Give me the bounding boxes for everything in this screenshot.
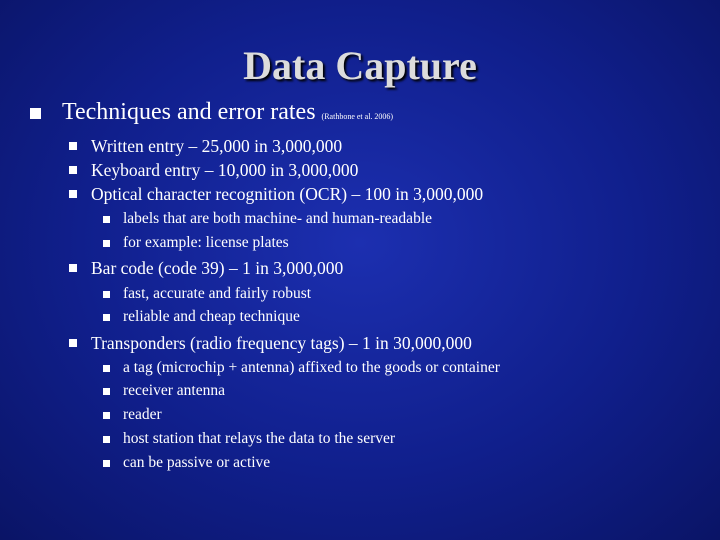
- square-bullet-icon: [30, 108, 41, 119]
- sub-list-item-text: reliable and cheap technique: [123, 308, 300, 325]
- square-bullet-icon: [103, 412, 110, 419]
- square-bullet-icon: [69, 166, 77, 174]
- list-item-text: Optical character recognition (OCR) – 100 in 3,000,000: [91, 184, 484, 204]
- main-bullet-text: Techniques and error rates: [62, 99, 316, 125]
- sub-list-item-text: receiver antenna: [123, 382, 225, 399]
- square-bullet-icon: [103, 365, 110, 372]
- slide-title: Data Capture: [243, 43, 477, 88]
- list-item-text: Written entry – 25,000 in 3,000,000: [91, 136, 343, 156]
- sub-list-item-text: for example: license plates: [123, 234, 289, 251]
- square-bullet-icon: [69, 264, 77, 272]
- sub-list-item-text: host station that relays the data to the server: [123, 430, 396, 447]
- square-bullet-icon: [103, 314, 110, 321]
- square-bullet-icon: [69, 142, 77, 150]
- list-item-text: Keyboard entry – 10,000 in 3,000,000: [91, 160, 359, 180]
- sub-list-item-text: can be passive or active: [123, 454, 271, 471]
- list-item-text: Transponders (radio frequency tags) – 1 in 30,000,000: [91, 333, 472, 353]
- square-bullet-icon: [103, 291, 110, 298]
- square-bullet-icon: [69, 339, 77, 347]
- sub-list-item-text: fast, accurate and fairly robust: [123, 285, 312, 302]
- sub-list-item-text: a tag (microchip + antenna) affixed to the goods or container: [123, 359, 500, 376]
- sub-list-item-text: reader: [123, 406, 162, 423]
- square-bullet-icon: [103, 240, 110, 247]
- square-bullet-icon: [103, 216, 110, 223]
- citation: (Rathbone et al. 2006): [321, 112, 394, 121]
- list-item-text: Bar code (code 39) – 1 in 3,000,000: [91, 258, 344, 278]
- square-bullet-icon: [103, 460, 110, 467]
- square-bullet-icon: [103, 388, 110, 395]
- sub-list-item-text: labels that are both machine- and human-readable: [123, 210, 433, 227]
- square-bullet-icon: [103, 436, 110, 443]
- square-bullet-icon: [69, 190, 77, 198]
